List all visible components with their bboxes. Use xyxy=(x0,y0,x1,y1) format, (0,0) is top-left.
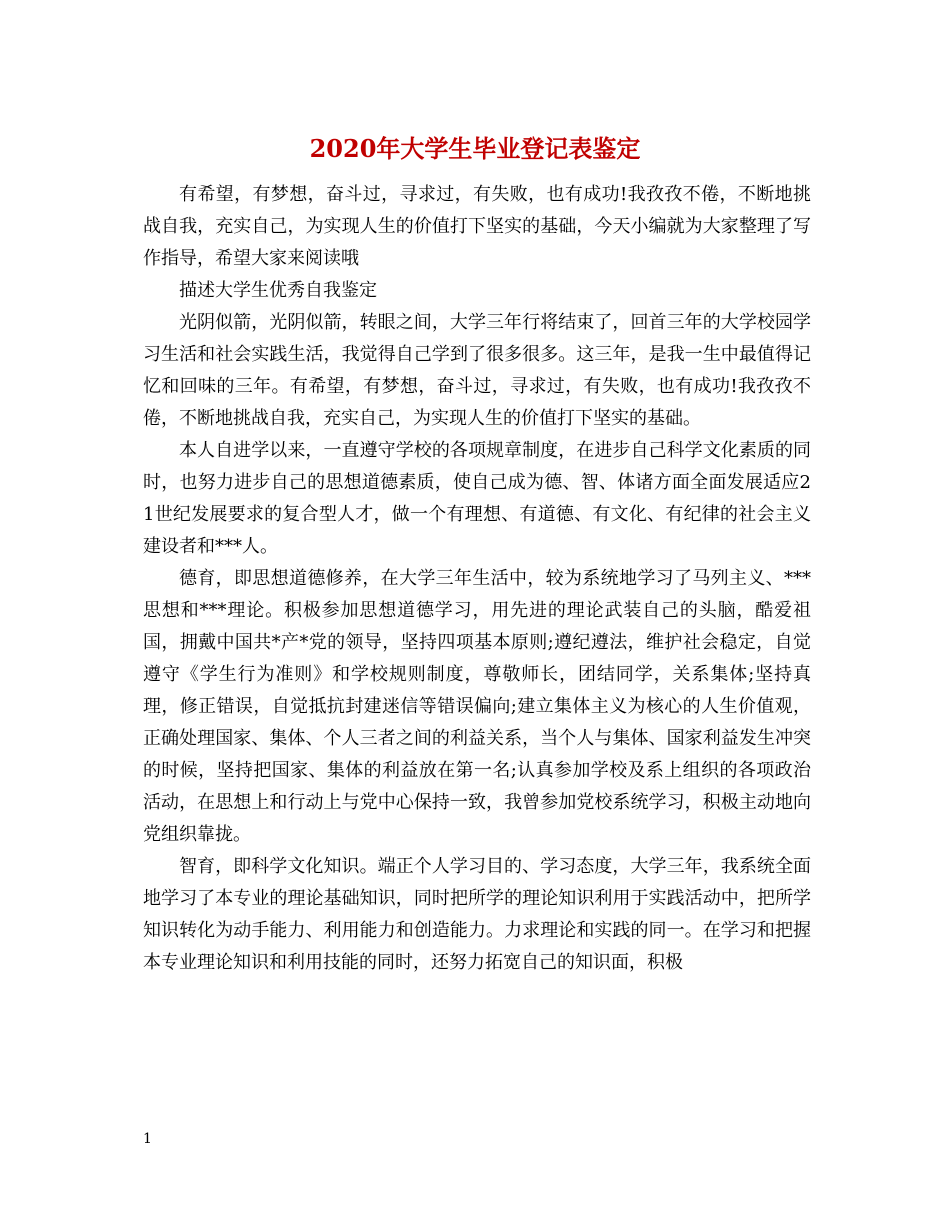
paragraph-subheading: 描述大学生优秀自我鉴定 xyxy=(179,280,377,301)
paragraph-intro: 有希望，有梦想，奋斗过，寻求过，有失败，也有成功!我孜孜不倦，不断地挑战自我，充实自己，为实现人生的价值打下坚实的基础，今天小编就为大家整理了写作指导，希望大家来阅读哦 xyxy=(143,184,811,269)
paragraph-moral-education: 德育，即思想道德修养，在大学三年生活中，较为系统地学习了马列主义、***思想和***理论。积极参加思想道德学习，用先进的理论武装自己的头脑，酷爱祖国，拥戴中国共*产*党的领导，坚持四项基本原则;遵纪遵法，维护社会稳定，自觉遵守《学生行为准则》和学校规则制度，尊敬师长，团结同学，关系集体;坚持真理，修正错误，自觉抵抗封建迷信等错误偏向;建立集体主义为核心的人生价值观，正确处理国家、集体、个人三者之间的利益关系，当个人与集体、国家利益发生冲突的时候，坚持把国家、集体的利益放在第一名;认真参加学校及系上组织的各项政治活动，在思想上和行动上与党中心保持一致，我曾参加党校系统学习，积极主动地向党组织靠拢。 xyxy=(143,568,811,845)
paragraph-intellectual-education: 智育，即科学文化知识。端正个人学习目的、学习态度，大学三年，我系统全面地学习了本专业的理论基础知识，同时把所学的理论知识利用于实践活动中，把所学知识转化为动手能力、利用能力和创造能力。力求理论和实践的同一。在学习和把握本专业理论知识和利用技能的同时，还努力拓宽自己的知识面，积极 xyxy=(143,856,811,973)
page-number: 1 xyxy=(143,1131,152,1147)
document-title: 2020年大学生毕业登记表鉴定 xyxy=(309,134,641,163)
paragraph-review: 光阴似箭，光阴似箭，转眼之间，大学三年行将结束了，回首三年的大学校园学习生活和社会实践生活，我觉得自己学到了很多很多。这三年，是我一生中最值得记忆和回味的三年。有希望，有梦想，奋斗过，寻求过，有失败，也有成功!我孜孜不倦，不断地挑战自我，充实自己，为实现人生的价值打下坚实的基础。 xyxy=(143,312,811,429)
paragraph-conduct: 本人自进学以来，一直遵守学校的各项规章制度，在进步自己科学文化素质的同时，也努力进步自己的思想道德素质，使自己成为德、智、体诸方面全面发展适应21世纪发展要求的复合型人才，做一个有理想、有道德、有文化、有纪律的社会主义建设者和***人。 xyxy=(143,440,811,557)
document-body xyxy=(143,179,811,979)
